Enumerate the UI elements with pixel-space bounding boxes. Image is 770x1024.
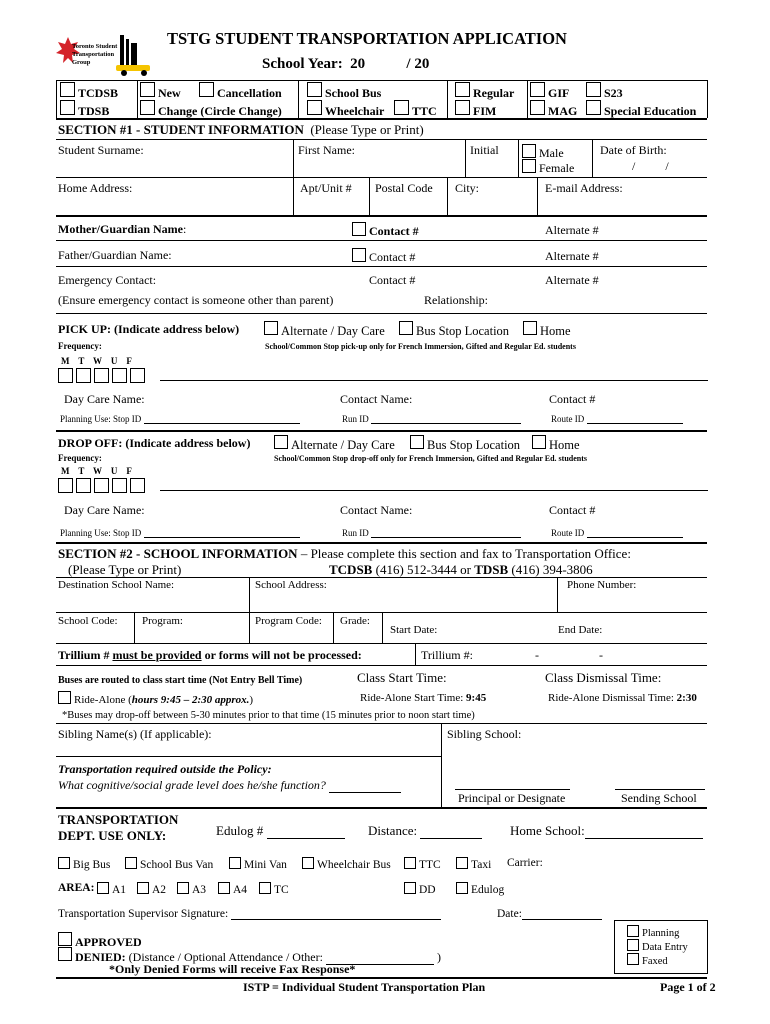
checkbox[interactable] — [455, 82, 470, 97]
start-date-label: Start Date: — [390, 624, 438, 636]
sibling-names-label: Sibling Name(s) (If applicable): — [58, 727, 212, 741]
option-ttc[interactable]: TTC — [394, 100, 437, 119]
checkbox[interactable] — [58, 857, 70, 869]
checkbox[interactable] — [523, 321, 537, 335]
checkbox-wed[interactable] — [94, 478, 109, 493]
section1-heading: SECTION #1 - STUDENT INFORMATION (Please Type or Print) — [58, 122, 424, 137]
option-new[interactable]: New — [140, 82, 181, 101]
checkbox[interactable] — [140, 82, 155, 97]
dropoff-contact: Contact # — [549, 503, 596, 517]
dropoff-route-id[interactable]: Route ID — [551, 528, 683, 538]
page-number: Page 1 of 2 — [660, 980, 716, 994]
emergency-label: Emergency Contact: — [58, 273, 157, 287]
checkbox[interactable] — [229, 857, 241, 869]
checkbox[interactable] — [125, 857, 137, 869]
end-date-label: End Date: — [558, 624, 603, 636]
grade-label: Grade: — [340, 615, 370, 627]
area-a1[interactable]: A1 — [97, 882, 126, 896]
dropoff-note: School/Common Stop drop-off only for French Immersion, Gifted and Regular Ed. students — [274, 454, 587, 463]
checkbox[interactable] — [352, 222, 366, 236]
checkbox[interactable] — [137, 882, 149, 894]
checkbox[interactable] — [456, 857, 468, 869]
planning-option[interactable]: Planning — [627, 925, 679, 939]
father-alternate: Alternate # — [545, 249, 599, 263]
checkbox-fri[interactable] — [130, 478, 145, 493]
area-label: AREA: — [58, 882, 95, 894]
school-code-label: School Code: — [58, 615, 118, 627]
tstg-logo — [52, 31, 160, 79]
vehicle-big-bus[interactable]: Big Bus — [58, 857, 110, 871]
pickup-days: M T W U F — [61, 356, 132, 366]
checkbox-tue[interactable] — [76, 478, 91, 493]
dob-label: Date of Birth: — [600, 143, 667, 157]
logo-text: Toronto Student Transportation Group — [72, 43, 118, 66]
checkbox-thu[interactable] — [112, 478, 127, 493]
dropoff-busstop-option[interactable]: Bus Stop Location — [410, 435, 520, 453]
pickup-label: PICK UP: (Indicate address below) — [58, 322, 240, 336]
checkbox[interactable] — [394, 100, 409, 115]
emergency-note: (Ensure emergency contact is someone other than parent) — [58, 293, 334, 307]
checkbox[interactable] — [522, 144, 536, 158]
pickup-home-option[interactable]: Home — [523, 321, 571, 339]
cognitive-question[interactable]: What cognitive/social grade level does he/she function? — [58, 778, 401, 793]
outside-policy-label: Transportation required outside the Policy: — [58, 762, 272, 776]
father-contact[interactable]: Contact # — [352, 248, 415, 265]
pickup-note: School/Common Stop pick-up only for French Immersion, Gifted and Regular Ed. students — [265, 342, 576, 351]
dob-separator: / / — [632, 159, 669, 173]
dropoff-address-line[interactable] — [160, 490, 708, 491]
supervisor-signature[interactable]: Transportation Supervisor Signature: — [58, 908, 441, 920]
sending-school-label: Sending School — [621, 791, 697, 805]
faxed-option[interactable]: Faxed — [627, 953, 668, 967]
checkbox[interactable] — [274, 435, 288, 449]
fax-response-note: *Only Denied Forms will receive Fax Response* — [109, 962, 356, 976]
option-gif[interactable]: GIF — [530, 82, 569, 101]
pickup-busstop-option[interactable]: Bus Stop Location — [399, 321, 509, 339]
trillium-field: Trillium #: — [421, 648, 473, 662]
mother-alternate: Alternate # — [545, 223, 599, 237]
dropoff-home-option[interactable]: Home — [532, 435, 580, 453]
checkbox[interactable] — [60, 100, 75, 115]
dropoff-stop-id[interactable]: Planning Use: Stop ID — [60, 528, 300, 538]
area-tc[interactable]: TC — [259, 882, 289, 896]
dropoff-timing-note: *Buses may drop-off between 5-30 minutes prior to that time (15 minutes prior to noon start time) — [62, 710, 475, 721]
female-option[interactable]: Female — [522, 159, 574, 176]
checkbox-mon[interactable] — [58, 478, 73, 493]
edulog-number-field[interactable]: Edulog # — [216, 823, 345, 839]
option-cancellation[interactable]: Cancellation — [199, 82, 282, 101]
principal-label: Principal or Designate — [458, 791, 566, 805]
dept-title-1: TRANSPORTATION — [58, 812, 179, 827]
pickup-stop-id[interactable]: Planning Use: Stop ID — [60, 414, 300, 424]
dropoff-alt-option[interactable]: Alternate / Day Care — [274, 435, 395, 453]
checkbox[interactable] — [97, 882, 109, 894]
checkbox[interactable] — [264, 321, 278, 335]
approved-option[interactable]: APPROVED — [58, 932, 142, 950]
option-fim[interactable]: FIM — [455, 100, 496, 119]
emergency-contact: Contact # — [369, 273, 416, 287]
checkbox[interactable] — [455, 100, 470, 115]
area-a4[interactable]: A4 — [218, 882, 247, 896]
checkbox[interactable] — [259, 882, 271, 894]
mother-contact[interactable]: Contact # — [352, 222, 419, 239]
distance-field[interactable]: Distance: — [368, 823, 482, 839]
checkbox[interactable] — [218, 882, 230, 894]
checkbox[interactable] — [456, 882, 468, 894]
vehicle-taxi[interactable]: Taxi — [456, 857, 491, 871]
school-address-label: School Address: — [255, 579, 327, 591]
pickup-frequency-label: Frequency: — [58, 341, 102, 351]
checkbox[interactable] — [530, 82, 545, 97]
pickup-contact: Contact # — [549, 392, 596, 406]
checkbox[interactable] — [177, 882, 189, 894]
option-regular[interactable]: Regular — [455, 82, 514, 101]
dest-school-label: Destination School Name: — [58, 579, 175, 591]
dropoff-daycare: Day Care Name: — [64, 503, 145, 517]
emergency-alternate: Alternate # — [545, 273, 599, 287]
mother-label: Mother/Guardian Name: — [58, 222, 187, 236]
checkbox-fri[interactable] — [130, 368, 145, 383]
option-wheelchair[interactable]: Wheelchair — [307, 100, 384, 119]
routed-note: Buses are routed to class start time (Not Entry Bell Time) — [58, 675, 303, 686]
class-dismissal-label: Class Dismissal Time: — [545, 670, 662, 685]
checkbox[interactable] — [410, 435, 424, 449]
vehicle-mini-van[interactable]: Mini Van — [229, 857, 287, 871]
pickup-address-line[interactable] — [160, 380, 708, 381]
phone-label: Phone Number: — [567, 579, 637, 591]
footer-istp: ISTP = Individual Student Transportation Plan — [243, 980, 486, 994]
checkbox[interactable] — [58, 932, 72, 946]
checkbox[interactable] — [627, 925, 639, 937]
ride-alone-start: Ride-Alone Start Time: 9:45 — [360, 692, 487, 704]
checkbox[interactable] — [586, 82, 601, 97]
pickup-day-checkboxes[interactable] — [58, 368, 148, 386]
option-dd[interactable]: DD — [404, 882, 436, 896]
dept-title-2: DEPT. USE ONLY: — [58, 828, 167, 843]
checkbox[interactable] — [60, 82, 75, 97]
checkbox[interactable] — [307, 82, 322, 97]
checkbox[interactable] — [399, 321, 413, 335]
checkbox[interactable] — [140, 100, 155, 115]
dropoff-day-checkboxes[interactable] — [58, 478, 148, 496]
school-year: School Year: 20 / 20 — [262, 56, 430, 72]
checkbox-tue[interactable] — [76, 368, 91, 383]
checkbox[interactable] — [199, 82, 214, 97]
checkbox-wed[interactable] — [94, 368, 109, 383]
dropoff-run-id[interactable]: Run ID — [342, 528, 521, 538]
postal-label: Postal Code — [375, 181, 433, 195]
supervisor-date[interactable]: Date: — [497, 908, 602, 920]
class-start-label: Class Start Time: — [357, 670, 447, 685]
trillium-dashes: - - — [535, 648, 603, 662]
office-checklist — [614, 920, 708, 974]
trillium-warning: Trillium # must be provided or forms will not be processed: — [58, 648, 362, 662]
option-s23[interactable]: S23 — [586, 82, 623, 101]
checkbox[interactable] — [532, 435, 546, 449]
home-address-label: Home Address: — [58, 181, 133, 195]
email-label: E-mail Address: — [545, 181, 623, 195]
section2-heading: SECTION #2 - SCHOOL INFORMATION – Please complete this section and fax to Transportation Office: — [58, 546, 631, 561]
checkbox[interactable] — [58, 691, 71, 704]
checkbox[interactable] — [586, 100, 601, 115]
dropoff-contact-name: Contact Name: — [340, 503, 413, 517]
option-edulog[interactable]: Edulog — [456, 882, 504, 896]
checkbox[interactable] — [302, 857, 314, 869]
dropoff-frequency-label: Frequency: — [58, 453, 102, 463]
initial-label: Initial — [470, 143, 499, 157]
father-label: Father/Guardian Name: — [58, 248, 172, 262]
section2-fax: TCDSB (416) 512-3444 or TDSB (416) 394-3806 — [329, 562, 593, 577]
program-label: Program: — [142, 615, 183, 627]
apt-label: Apt/Unit # — [300, 181, 352, 195]
dropoff-label: DROP OFF: (Indicate address below) — [58, 436, 251, 450]
data-entry-option[interactable]: Data Entry — [627, 939, 688, 953]
checkbox[interactable] — [404, 857, 416, 869]
vehicle-ttc[interactable]: TTC — [404, 857, 441, 871]
area-a2[interactable]: A2 — [137, 882, 166, 896]
relationship-label: Relationship: — [424, 293, 488, 307]
home-school-field[interactable]: Home School: — [510, 823, 703, 839]
pickup-route-id[interactable]: Route ID — [551, 414, 683, 424]
checkbox-thu[interactable] — [112, 368, 127, 383]
option-tcdsb[interactable]: TCDSB — [60, 82, 118, 101]
pickup-contact-name: Contact Name: — [340, 392, 413, 406]
checkbox[interactable] — [404, 882, 416, 894]
option-special-ed[interactable]: Special Education — [586, 100, 696, 119]
section2-hint: (Please Type or Print) — [68, 562, 182, 577]
checkbox[interactable] — [627, 939, 639, 951]
checkbox[interactable] — [627, 953, 639, 965]
ride-alone-dismissal: Ride-Alone Dismissal Time: 2:30 — [548, 692, 697, 704]
checkbox[interactable] — [352, 248, 366, 262]
program-code-label: Program Code: — [255, 615, 322, 627]
pickup-daycare: Day Care Name: — [64, 392, 145, 406]
checkbox[interactable] — [58, 947, 72, 961]
area-a3[interactable]: A3 — [177, 882, 206, 896]
denied-option[interactable]: DENIED: (Distance / Optional Attendance / Other: ) — [58, 947, 441, 965]
option-change[interactable]: Change (Circle Change) — [140, 100, 282, 119]
city-label: City: — [455, 181, 480, 195]
checkbox[interactable] — [530, 100, 545, 115]
checkbox[interactable] — [522, 159, 536, 173]
ride-alone-option[interactable]: Ride-Alone (hours 9:45 – 2:30 approx.) — [58, 691, 253, 706]
option-mag[interactable]: MAG — [530, 100, 577, 119]
sibling-school-label: Sibling School: — [447, 727, 522, 741]
male-option[interactable]: Male — [522, 144, 564, 161]
pickup-run-id[interactable]: Run ID — [342, 414, 521, 424]
dropoff-days: M T W U F — [61, 466, 132, 476]
option-tdsb[interactable]: TDSB — [60, 100, 109, 119]
checkbox[interactable] — [307, 100, 322, 115]
pickup-alt-option[interactable]: Alternate / Day Care — [264, 321, 385, 339]
first-name-label: First Name: — [298, 143, 355, 157]
vehicle-school-bus-van[interactable]: School Bus Van — [125, 857, 213, 871]
surname-label: Student Surname: — [58, 143, 144, 157]
form-title: TSTG STUDENT TRANSPORTATION APPLICATION — [167, 29, 567, 48]
checkbox-mon[interactable] — [58, 368, 73, 383]
vehicle-wheelchair-bus[interactable]: Wheelchair Bus — [302, 857, 391, 871]
carrier-label: Carrier: — [507, 857, 543, 869]
option-school-bus[interactable]: School Bus — [307, 82, 381, 101]
